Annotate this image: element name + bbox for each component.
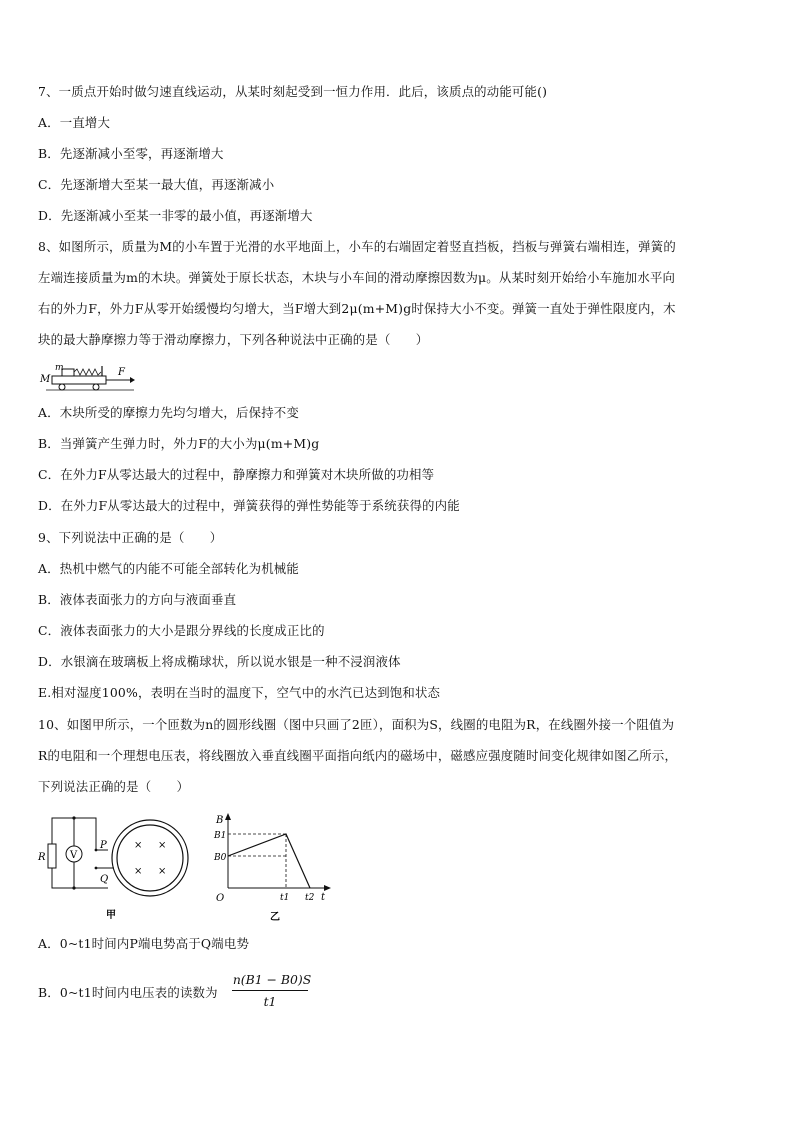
field-mark-3: × — [134, 866, 143, 877]
q8-option-c: C．在外力F从零达最大的过程中，静摩擦力和弹簧对木块所做的功相等 — [38, 467, 435, 482]
q8-stem-line-3: 右的外力F，外力F从零开始缓慢均匀增大，当F增大到2μ(m+M)g时保持大小不变。弹簧一直处于弹性限度内，木 — [38, 301, 676, 316]
b0-label: B0 — [214, 853, 227, 863]
y-axis-label: B — [216, 815, 224, 826]
q7-option-b: B．先逐渐减小至零，再逐渐增大 — [38, 146, 224, 161]
t2-label: t2 — [305, 893, 315, 903]
fraction-numerator: n(B1 − B0)S — [232, 972, 312, 987]
q10-stem-line-3: 下列说法正确的是（ ） — [38, 779, 190, 794]
coil-inner — [117, 825, 183, 891]
q10-figure-yi — [208, 808, 338, 924]
q8-stem-line-4: 块的最大静摩擦力等于滑动摩擦力，下列各种说法中正确的是（ ） — [38, 332, 429, 347]
q8-option-a: A．木块所受的摩擦力先均匀增大，后保持不变 — [38, 405, 299, 420]
q8-option-b: B．当弹簧产生弹力时，外力F的大小为μ(m+M)g — [38, 436, 320, 451]
q10-stem-line-2: R的电阻和一个理想电压表，将线圈放入垂直线圈平面指向纸内的磁场中，磁感应强度随时间变化规律如图乙所示， — [38, 748, 678, 763]
q9-option-a: A．热机中燃气的内能不可能全部转化为机械能 — [38, 561, 299, 576]
origin-label: O — [216, 893, 225, 904]
y-axis-arrow — [225, 813, 231, 820]
terminal-p — [95, 849, 98, 852]
force-arrow-head — [130, 377, 135, 383]
wheel-right — [93, 384, 99, 390]
voltmeter-label: V — [70, 850, 78, 861]
b-curve — [228, 834, 310, 888]
q10-figure-jia — [36, 810, 196, 922]
q9-option-e: E.相对湿度100%，表明在当时的温度下，空气中的水汽已达到饱和状态 — [38, 685, 441, 700]
field-mark-2: × — [158, 840, 167, 851]
junction-bottom — [72, 886, 75, 889]
q10-stem-line-1: 10、如图甲所示，一个匝数为n的圆形线圈（图中只画了2匝），面积为S，线圈的电阻为R，在线圈外接一个阻值为 — [38, 717, 675, 732]
q7-stem: 7、一质点开始时做匀速直线运动，从某时刻起受到一恒力作用．此后，该质点的动能可能() — [38, 84, 548, 99]
cart-body — [52, 376, 106, 384]
q8-stem-line-2: 左端连接质量为m的木块。弹簧处于原长状态，木块与小车间的滑动摩擦因数为μ。从某时刻开始给小车施加水平向 — [38, 270, 676, 285]
q9-option-b: B．液体表面张力的方向与液面垂直 — [38, 592, 237, 607]
figure-yi-caption: 乙 — [270, 912, 280, 923]
spring — [74, 369, 101, 375]
q8-option-d: D．在外力F从零达最大的过程中，弹簧获得的弹性势能等于系统获得的内能 — [38, 498, 460, 513]
q7-option-d: D．先逐渐减小至某一非零的最小值，再逐渐增大 — [38, 208, 313, 223]
block-mass-label: m — [55, 363, 64, 373]
b1-label: B1 — [214, 831, 227, 841]
q10-option-b-fraction — [232, 972, 312, 1014]
block — [62, 369, 74, 376]
q8-cart-figure — [38, 360, 138, 392]
fraction-denominator: t1 — [263, 994, 277, 1009]
cart-mass-label: M — [40, 374, 51, 385]
q10-option-b-prefix: B．0~t1时间内电压表的读数为 — [38, 985, 218, 1000]
junction-top — [72, 816, 75, 819]
q8-stem-line-1: 8、如图所示，质量为M的小车置于光滑的水平地面上，小车的右端固定着竖直挡板，挡板与弹簧右端相连，弹簧的 — [38, 239, 676, 254]
x-axis-label: t — [321, 892, 326, 903]
terminal-q-label: Q — [100, 874, 109, 885]
wheel-left — [59, 384, 65, 390]
fraction-bar — [232, 990, 308, 991]
resistor-label: R — [38, 852, 46, 863]
q7-option-a: A．一直增大 — [38, 115, 111, 130]
coil-outer — [112, 820, 188, 896]
q7-option-c: C．先逐渐增大至某一最大值，再逐渐减小 — [38, 177, 275, 192]
q9-option-d: D．水银滴在玻璃板上将成椭球状，所以说水银是一种不浸润液体 — [38, 654, 401, 669]
terminal-p-label: P — [100, 840, 107, 851]
x-axis-arrow — [324, 885, 331, 891]
field-mark-1: × — [134, 840, 143, 851]
field-mark-4: × — [158, 866, 167, 877]
q9-stem: 9、下列说法中正确的是（ ） — [38, 530, 223, 545]
figure-jia-caption: 甲 — [106, 910, 116, 921]
force-label: F — [118, 367, 125, 378]
resistor — [48, 844, 56, 868]
q10-option-a: A．0~t1时间内P端电势高于Q端电势 — [38, 936, 250, 951]
q9-option-c: C．液体表面张力的大小是跟分界线的长度成正比的 — [38, 623, 325, 638]
t1-label: t1 — [280, 893, 290, 903]
